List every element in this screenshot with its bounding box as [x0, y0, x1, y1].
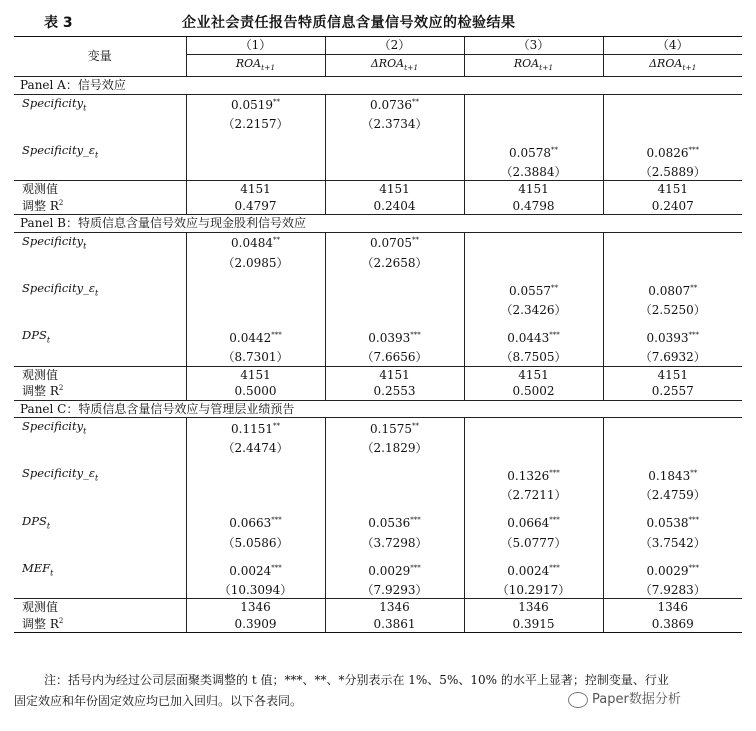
tstat-cell: （10.2917） [464, 582, 603, 599]
tstat-cell [186, 487, 325, 504]
r2-cell: 0.5000 [186, 383, 325, 400]
variable-name: $DPS_t$ [22, 513, 51, 531]
coef-cell [325, 232, 464, 254]
variable-name: $DPS_t$ [22, 328, 51, 345]
tstat-cell: （2.2157） [186, 116, 325, 133]
spacer-cell [14, 551, 186, 560]
coef-value: 0.0538 [646, 516, 689, 531]
tstat-cell: （2.5250） [603, 302, 742, 319]
tstat-cell: （7.6932） [603, 349, 742, 366]
tstat-row [14, 349, 742, 366]
coef-row [14, 232, 742, 254]
spacer-cell [464, 456, 603, 465]
r2-cell: 0.2557 [603, 383, 742, 400]
tstat-row [14, 582, 742, 599]
tstat-row [14, 255, 742, 272]
coef-value: 0.0484 [231, 236, 273, 251]
coef-cell [603, 94, 742, 116]
coef-cell [186, 560, 325, 582]
spacer-cell [325, 456, 464, 465]
coef-value: 0.0024 [229, 563, 272, 578]
r2-cell: 0.3861 [325, 616, 464, 633]
spacer-cell [464, 504, 603, 513]
significance-stars: ** [273, 421, 280, 430]
significance-stars: ** [690, 469, 698, 478]
significance-stars: *** [410, 563, 421, 572]
dep-var-header [603, 54, 742, 77]
coef-value: 0.0029 [646, 563, 689, 578]
coef-cell [464, 327, 603, 349]
regression-table [14, 36, 742, 633]
coef-cell [186, 94, 325, 116]
obs-row [14, 181, 742, 198]
coef-value: 0.0393 [368, 331, 411, 346]
coef-value: 0.0024 [507, 563, 550, 578]
significance-stars: *** [549, 469, 560, 478]
coef-value: 0.1326 [507, 469, 550, 484]
significance-stars: *** [688, 331, 699, 340]
r2-cell: 0.4798 [464, 198, 603, 215]
coef-cell [603, 327, 742, 349]
coef-value: 0.0807 [648, 283, 691, 298]
tstat-cell [325, 487, 464, 504]
row-label [14, 560, 186, 582]
col-number: （4） [603, 37, 742, 55]
spacer-cell [14, 456, 186, 465]
panel-header [14, 77, 742, 95]
coef-cell [325, 513, 464, 535]
significance-stars: ** [551, 145, 558, 154]
dep-var-header [186, 54, 325, 77]
coef-value: 0.0029 [368, 563, 411, 578]
tstat-cell: （2.1829） [325, 440, 464, 457]
coef-row [14, 280, 742, 302]
coef-value: 0.0664 [507, 516, 550, 531]
r2-label: 调整 $R^2$ [14, 198, 186, 215]
blank-label [14, 116, 186, 133]
tstat-cell: （5.0777） [464, 535, 603, 552]
spacer-cell [325, 504, 464, 513]
obs-row [14, 599, 742, 616]
obs-cell: 4151 [186, 366, 325, 383]
coef-row [14, 94, 742, 116]
variable-name: $MEF_t$ [22, 561, 54, 578]
variable-subscript: t+1 [404, 62, 419, 72]
tstat-cell: （2.3734） [325, 116, 464, 133]
tstat-cell: （8.7301） [186, 349, 325, 366]
obs-label: 观测值 [14, 181, 186, 198]
blank-label [14, 535, 186, 552]
tstat-cell [464, 116, 603, 133]
dep-var-header [325, 54, 464, 77]
variable-subscript: t [83, 426, 87, 436]
col-number: （2） [325, 37, 464, 55]
spacer-cell [186, 133, 325, 142]
r2-label: 调整 $R^2$ [14, 616, 186, 633]
coef-value: 0.0705 [370, 236, 412, 251]
r2-cell: 0.5002 [464, 383, 603, 400]
panel-label: Panel C：特质信息含量信号效应与管理层业绩预告 [14, 400, 742, 418]
row-label [14, 232, 186, 254]
note-line-2: 固定效应和年份固定效应均已加入回归。以下各表同。 [14, 694, 303, 708]
spacer-cell [325, 271, 464, 280]
significance-stars: *** [410, 516, 421, 525]
r2-superscript: 2 [58, 198, 64, 207]
coef-cell [186, 465, 325, 487]
spacer-row [14, 504, 742, 513]
variable-name: $Specificity\_\varepsilon_t$ [22, 466, 99, 483]
variable-name: $ROA_{t+1}$ [235, 56, 276, 72]
tstat-cell: （2.5889） [603, 164, 742, 181]
spacer-row [14, 456, 742, 465]
table-caption [14, 6, 742, 36]
spacer-cell [464, 271, 603, 280]
coef-value: 0.0736 [370, 98, 412, 113]
coef-row [14, 513, 742, 535]
variable-name: Specificity$_t$ [22, 233, 87, 251]
spacer-cell [603, 456, 742, 465]
significance-stars: *** [688, 145, 699, 154]
variable-subscript: t [95, 288, 99, 298]
r2-superscript: 2 [58, 384, 64, 393]
significance-stars: ** [273, 236, 280, 245]
tstat-cell: （5.0586） [186, 535, 325, 552]
tstat-cell [325, 164, 464, 181]
coef-cell [325, 418, 464, 440]
obs-cell: 1346 [325, 599, 464, 616]
variable-subscript: t+1 [261, 62, 276, 72]
coef-row [14, 142, 742, 164]
spacer-cell [464, 133, 603, 142]
coef-cell [186, 142, 325, 164]
coef-cell [603, 513, 742, 535]
tstat-cell [464, 440, 603, 457]
coef-cell [186, 418, 325, 440]
coef-value: 0.0443 [507, 331, 550, 346]
panel-header [14, 400, 742, 418]
coef-cell [603, 418, 742, 440]
wechat-icon [568, 692, 588, 708]
coef-value: 0.0663 [229, 516, 272, 531]
row-label [14, 94, 186, 116]
tstat-cell: （10.3094） [186, 582, 325, 599]
obs-cell: 1346 [603, 599, 742, 616]
tstat-cell: （7.9293） [325, 582, 464, 599]
significance-stars: *** [271, 331, 282, 340]
r2-row [14, 616, 742, 633]
variable-subscript: t+1 [539, 62, 554, 72]
variable-name: Specificity$_t$ [22, 419, 87, 436]
coef-value: 0.1843 [648, 469, 691, 484]
variable-subscript: t [83, 241, 87, 251]
spacer-cell [14, 504, 186, 513]
spacer-cell [603, 504, 742, 513]
significance-stars: ** [412, 421, 419, 430]
spacer-row [14, 271, 742, 280]
tstat-cell: （7.6656） [325, 349, 464, 366]
variable-name: $ROA_{t+1}$ [513, 56, 554, 72]
tstat-row [14, 535, 742, 552]
r2-cell: 0.3869 [603, 616, 742, 633]
tstat-cell: （3.7298） [325, 535, 464, 552]
variable-name: Specificity$_t$ [22, 95, 87, 112]
coef-cell [603, 280, 742, 302]
variable-subscript: t [46, 335, 51, 345]
spacer-cell [603, 133, 742, 142]
tstat-cell [464, 255, 603, 272]
row-label [14, 327, 186, 349]
paper-page [14, 6, 742, 633]
tstat-row [14, 116, 742, 133]
blank-label [14, 302, 186, 319]
coef-cell [464, 465, 603, 487]
panel-header [14, 215, 742, 233]
coef-row [14, 327, 742, 349]
variable-name: $Specificity\_\varepsilon_t$ [22, 142, 99, 160]
dep-var-header [464, 54, 603, 77]
watermark-text: Paper数据分析 [592, 692, 681, 707]
spacer-cell [14, 271, 186, 280]
obs-cell: 1346 [186, 599, 325, 616]
variable-name: $\Delta ROA_{t+1}$ [649, 56, 697, 72]
r2-cell: 0.3915 [464, 616, 603, 633]
spacer-cell [14, 133, 186, 142]
tstat-cell: （2.3884） [464, 164, 603, 181]
tstat-row [14, 487, 742, 504]
coef-cell [464, 560, 603, 582]
coef-value: 0.0578 [509, 145, 551, 160]
tstat-cell [186, 164, 325, 181]
note-line-1: 注：括号内为经过公司层面聚类调整的 t 值；***、**、*分别表示在 1%、5%、10% 的水平上显著；控制变量、行业 [44, 673, 669, 687]
tstat-cell [603, 440, 742, 457]
coef-value: 0.0536 [368, 516, 411, 531]
tstat-cell [603, 116, 742, 133]
coef-value: 0.0826 [646, 145, 689, 160]
coef-cell [464, 513, 603, 535]
spacer-cell [603, 318, 742, 327]
tstat-cell: （2.4474） [186, 440, 325, 457]
variable-subscript: t [46, 521, 51, 531]
spacer-cell [325, 318, 464, 327]
obs-cell: 1346 [464, 599, 603, 616]
tstat-row [14, 440, 742, 457]
variable-subscript: t+1 [682, 62, 697, 72]
r2-cell: 0.2404 [325, 198, 464, 215]
significance-stars: *** [688, 516, 699, 525]
row-label [14, 280, 186, 302]
coef-cell [464, 418, 603, 440]
coef-cell [186, 280, 325, 302]
coef-value: 0.0519 [231, 98, 273, 113]
r2-superscript: 2 [58, 616, 64, 625]
obs-label: 观测值 [14, 599, 186, 616]
coef-value: 0.1575 [370, 421, 412, 436]
r2-row [14, 198, 742, 215]
tstat-cell: （3.7542） [603, 535, 742, 552]
tstat-cell [603, 255, 742, 272]
spacer-cell [186, 551, 325, 560]
significance-stars: *** [549, 563, 560, 572]
coef-cell [464, 232, 603, 254]
blank-label [14, 440, 186, 457]
tstat-cell [186, 302, 325, 319]
variable-subscript: t [83, 102, 87, 112]
obs-cell: 4151 [464, 181, 603, 198]
var-header: 变量 [14, 37, 186, 77]
tstat-cell: （2.7211） [464, 487, 603, 504]
tstat-row [14, 302, 742, 319]
obs-cell: 4151 [325, 181, 464, 198]
coef-cell [186, 232, 325, 254]
r2-cell: 0.2407 [603, 198, 742, 215]
tstat-cell: （2.2658） [325, 255, 464, 272]
coef-cell [325, 94, 464, 116]
blank-label [14, 487, 186, 504]
row-label [14, 142, 186, 164]
coef-cell [603, 232, 742, 254]
significance-stars: *** [549, 331, 560, 340]
significance-stars: *** [688, 563, 699, 572]
r2-cell: 0.3909 [186, 616, 325, 633]
obs-label: 观测值 [14, 366, 186, 383]
coef-value: 0.1151 [231, 421, 273, 436]
coef-row [14, 418, 742, 440]
tstat-cell: （2.0985） [186, 255, 325, 272]
spacer-row [14, 133, 742, 142]
coef-cell [603, 560, 742, 582]
blank-label [14, 255, 186, 272]
obs-cell: 4151 [603, 366, 742, 383]
r2-cell: 0.2553 [325, 383, 464, 400]
spacer-cell [186, 456, 325, 465]
significance-stars: ** [551, 283, 558, 292]
spacer-cell [325, 133, 464, 142]
tstat-cell: （7.9283） [603, 582, 742, 599]
obs-cell: 4151 [186, 181, 325, 198]
table-number: 表 3 [44, 15, 73, 31]
significance-stars: ** [412, 236, 419, 245]
significance-stars: *** [549, 516, 560, 525]
obs-cell: 4151 [464, 366, 603, 383]
coef-value: 0.0557 [509, 283, 551, 298]
header-row-cols [14, 37, 742, 55]
obs-cell: 4151 [325, 366, 464, 383]
r2-row [14, 383, 742, 400]
variable-name: $Specificity\_\varepsilon_t$ [22, 281, 99, 298]
significance-stars: *** [410, 331, 421, 340]
coef-cell [603, 465, 742, 487]
tstat-cell [325, 302, 464, 319]
coef-row [14, 465, 742, 487]
tstat-cell: （8.7505） [464, 349, 603, 366]
col-number: （1） [186, 37, 325, 55]
table-title: 企业社会责任报告特质信息含量信号效应的检验结果 [182, 15, 516, 31]
coef-row [14, 560, 742, 582]
spacer-cell [14, 318, 186, 327]
spacer-row [14, 551, 742, 560]
coef-cell [464, 94, 603, 116]
coef-cell [325, 142, 464, 164]
coef-cell [603, 142, 742, 164]
spacer-cell [603, 551, 742, 560]
obs-cell: 4151 [603, 181, 742, 198]
significance-stars: ** [412, 98, 419, 107]
variable-subscript: t [95, 150, 99, 160]
row-label [14, 513, 186, 535]
panel-label: Panel B：特质信息含量信号效应与现金股利信号效应 [14, 215, 742, 233]
spacer-cell [186, 271, 325, 280]
r2-label: 调整 $R^2$ [14, 383, 186, 400]
coef-cell [325, 560, 464, 582]
watermark [568, 688, 681, 708]
r2-cell: 0.4797 [186, 198, 325, 215]
obs-row [14, 366, 742, 383]
variable-subscript: t [95, 473, 99, 483]
spacer-cell [464, 551, 603, 560]
row-label [14, 418, 186, 440]
significance-stars: *** [271, 516, 282, 525]
coef-cell [325, 465, 464, 487]
spacer-cell [186, 318, 325, 327]
blank-label [14, 349, 186, 366]
blank-label [14, 582, 186, 599]
spacer-row [14, 318, 742, 327]
significance-stars: ** [690, 283, 698, 292]
spacer-cell [464, 318, 603, 327]
coef-cell [186, 513, 325, 535]
variable-name: $\Delta ROA_{t+1}$ [370, 56, 419, 72]
tstat-row [14, 164, 742, 181]
tstat-cell: （2.4759） [603, 487, 742, 504]
coef-cell [325, 280, 464, 302]
coef-cell [464, 280, 603, 302]
row-label [14, 465, 186, 487]
coef-value: 0.0393 [646, 331, 689, 346]
col-number: （3） [464, 37, 603, 55]
coef-cell [464, 142, 603, 164]
spacer-cell [603, 271, 742, 280]
blank-label [14, 164, 186, 181]
coef-cell [325, 327, 464, 349]
coef-value: 0.0442 [229, 331, 272, 346]
spacer-cell [325, 551, 464, 560]
tstat-cell: （2.3426） [464, 302, 603, 319]
variable-subscript: t [50, 568, 54, 578]
coef-cell [186, 327, 325, 349]
panel-label: Panel A：信号效应 [14, 77, 742, 95]
significance-stars: ** [273, 98, 280, 107]
significance-stars: *** [271, 563, 282, 572]
spacer-cell [186, 504, 325, 513]
